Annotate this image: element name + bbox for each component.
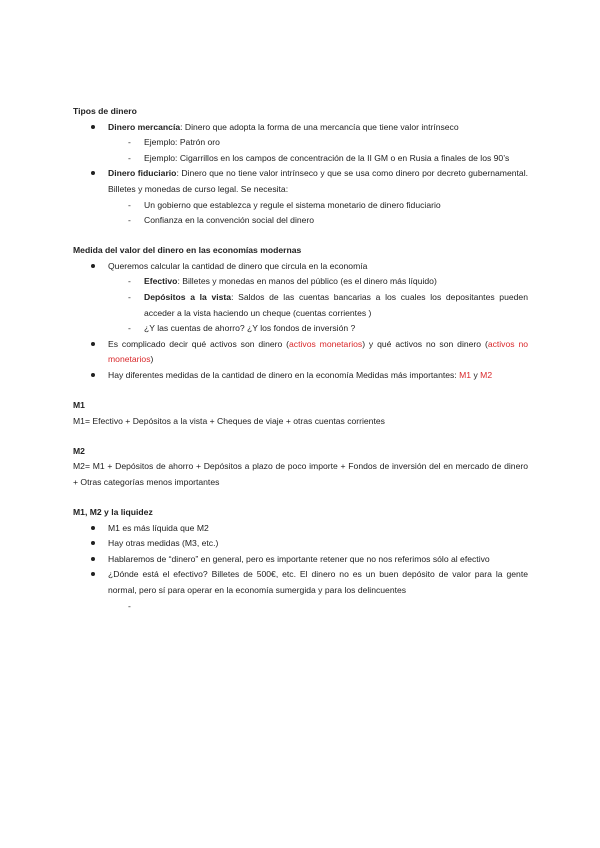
- text-part: Es complicado decir qué activos son dinero (: [108, 338, 290, 349]
- term-dinero-fiduciario: Dinero fiduciario: [108, 168, 177, 179]
- dash-bullet-icon: -: [128, 292, 131, 303]
- bullet-calcular: [73, 259, 528, 275]
- bullet-dot-icon: [91, 125, 95, 129]
- dash-bullet-icon: -: [128, 199, 131, 210]
- section-heading-tipos: Tipos de dinero: [73, 106, 137, 116]
- document-page: [73, 104, 528, 614]
- bullet-text: Hablaremos de “dinero” en general, pero es importante retener que no nos referimos sólo al efectivo: [108, 553, 490, 564]
- need-text: Confianza en la convención social del dinero: [144, 215, 315, 226]
- dash-bullet-icon: -: [128, 152, 131, 163]
- term-dinero-mercancia: Dinero mercancía: [108, 121, 181, 132]
- definition-efectivo: : Billetes y monedas en manos del público (es el dinero más líquido): [177, 276, 437, 287]
- bullet-text: ¿Dónde está el efectivo? Billetes de 500€, etc. El dinero no es un buen depósito de valor para la gente normal, pero sí para operar en la economía sumergida y para los delincuentes: [108, 569, 528, 596]
- bullet-dot-icon: [91, 557, 95, 561]
- example-text: Ejemplo: Patrón oro: [144, 137, 220, 148]
- bullet-liquidez: [73, 552, 528, 568]
- bullet-liquidez: [73, 567, 528, 598]
- bullet-text: Queremos calcular la cantidad de dinero que circula en la economía: [108, 260, 368, 271]
- bullet-dinero-fiduciario: [73, 166, 528, 197]
- bullet-dot-icon: [91, 526, 95, 530]
- section-heading-liquidez: M1, M2 y la liquidez: [73, 507, 153, 518]
- bullet-liquidez: [73, 536, 528, 552]
- bullet-dot-icon: [91, 264, 95, 268]
- dash-bullet-icon: -: [128, 323, 131, 334]
- bullet-dot-icon: [91, 342, 95, 346]
- term-depositos: Depósitos a la vista: [144, 292, 232, 303]
- question-text: ¿Y las cuentas de ahorro? ¿Y los fondos de inversión ?: [144, 323, 356, 334]
- term-efectivo: Efectivo: [144, 276, 178, 287]
- dash-bullet-icon: -: [128, 137, 131, 148]
- text-part: y: [471, 370, 481, 380]
- m1-definition: M1= Efectivo + Depósitos a la vista + Cheques de viaje + otras cuentas corrientes: [73, 415, 385, 426]
- bullet-activos: [73, 337, 528, 368]
- highlight-m2: M2: [480, 370, 493, 380]
- definition-depositos: : Saldos de las cuentas bancarias a los cuales los depositantes pueden acceder a la vista haciendo un cheque (cuentas corrientes ): [144, 292, 528, 318]
- bullet-medidas: [73, 368, 528, 384]
- dash-bullet-icon: -: [128, 276, 131, 287]
- section-heading-medida: Medida del valor del dinero en las economías modernas: [73, 245, 302, 256]
- sub-item-depositos: [73, 290, 528, 321]
- bullet-text: Hay otras medidas (M3, etc.): [108, 538, 219, 549]
- text-part: ) y qué activos no son dinero (: [362, 338, 488, 349]
- bullet-dot-icon: [91, 572, 95, 576]
- text-part: ): [150, 354, 154, 365]
- highlight-activos-monetarios: activos monetarios: [289, 338, 363, 349]
- bullet-dot-icon: [91, 373, 95, 377]
- sub-item-example: [73, 151, 528, 167]
- sub-item-efectivo: [73, 274, 528, 290]
- sub-item-need: [73, 213, 528, 229]
- bullet-dot-icon: [91, 541, 95, 545]
- text-part: Hay diferentes medidas de la cantidad de dinero en la economía Medidas más importantes:: [108, 370, 460, 380]
- definition-dinero-fiduciario: : Dinero que no tiene valor intrínseco y que se usa como dinero por decreto gubernamental. Billetes y monedas de curso legal. Se necesita:: [108, 168, 528, 194]
- bullet-text: M1 es más líquida que M2: [108, 522, 209, 533]
- bullet-liquidez: [73, 521, 528, 537]
- dash-bullet-icon: -: [128, 215, 131, 226]
- sub-item-need: [73, 198, 528, 214]
- section-heading-m2: M2: [73, 445, 85, 456]
- section-heading-m1: M1: [73, 400, 85, 411]
- example-text: Ejemplo: Cigarrillos en los campos de concentración de la II GM o en Rusia a finales de los 90’s: [144, 152, 510, 163]
- highlight-activos-no-monetarios: activos no monetarios: [108, 338, 529, 365]
- highlight-m1: M1: [459, 370, 472, 380]
- sub-item-example: [73, 135, 528, 151]
- need-text: Un gobierno que establezca y regule el sistema monetario de dinero fiduciario: [144, 199, 441, 210]
- bullet-dot-icon: [91, 171, 95, 175]
- m2-definition: M2= M1 + Depósitos de ahorro + Depósitos a plazo de poco importe + Fondos de inversión del en mercado de dinero + Otras categorías menos importantes: [73, 461, 528, 487]
- definition-dinero-mercancia: : Dinero que adopta la forma de una mercancía que tiene valor intrínseco: [180, 121, 459, 132]
- sub-item-empty: [73, 599, 528, 615]
- dash-bullet-icon: -: [128, 600, 131, 611]
- bullet-dinero-mercancia: [73, 120, 528, 136]
- sub-item-ahorro: [73, 321, 528, 337]
